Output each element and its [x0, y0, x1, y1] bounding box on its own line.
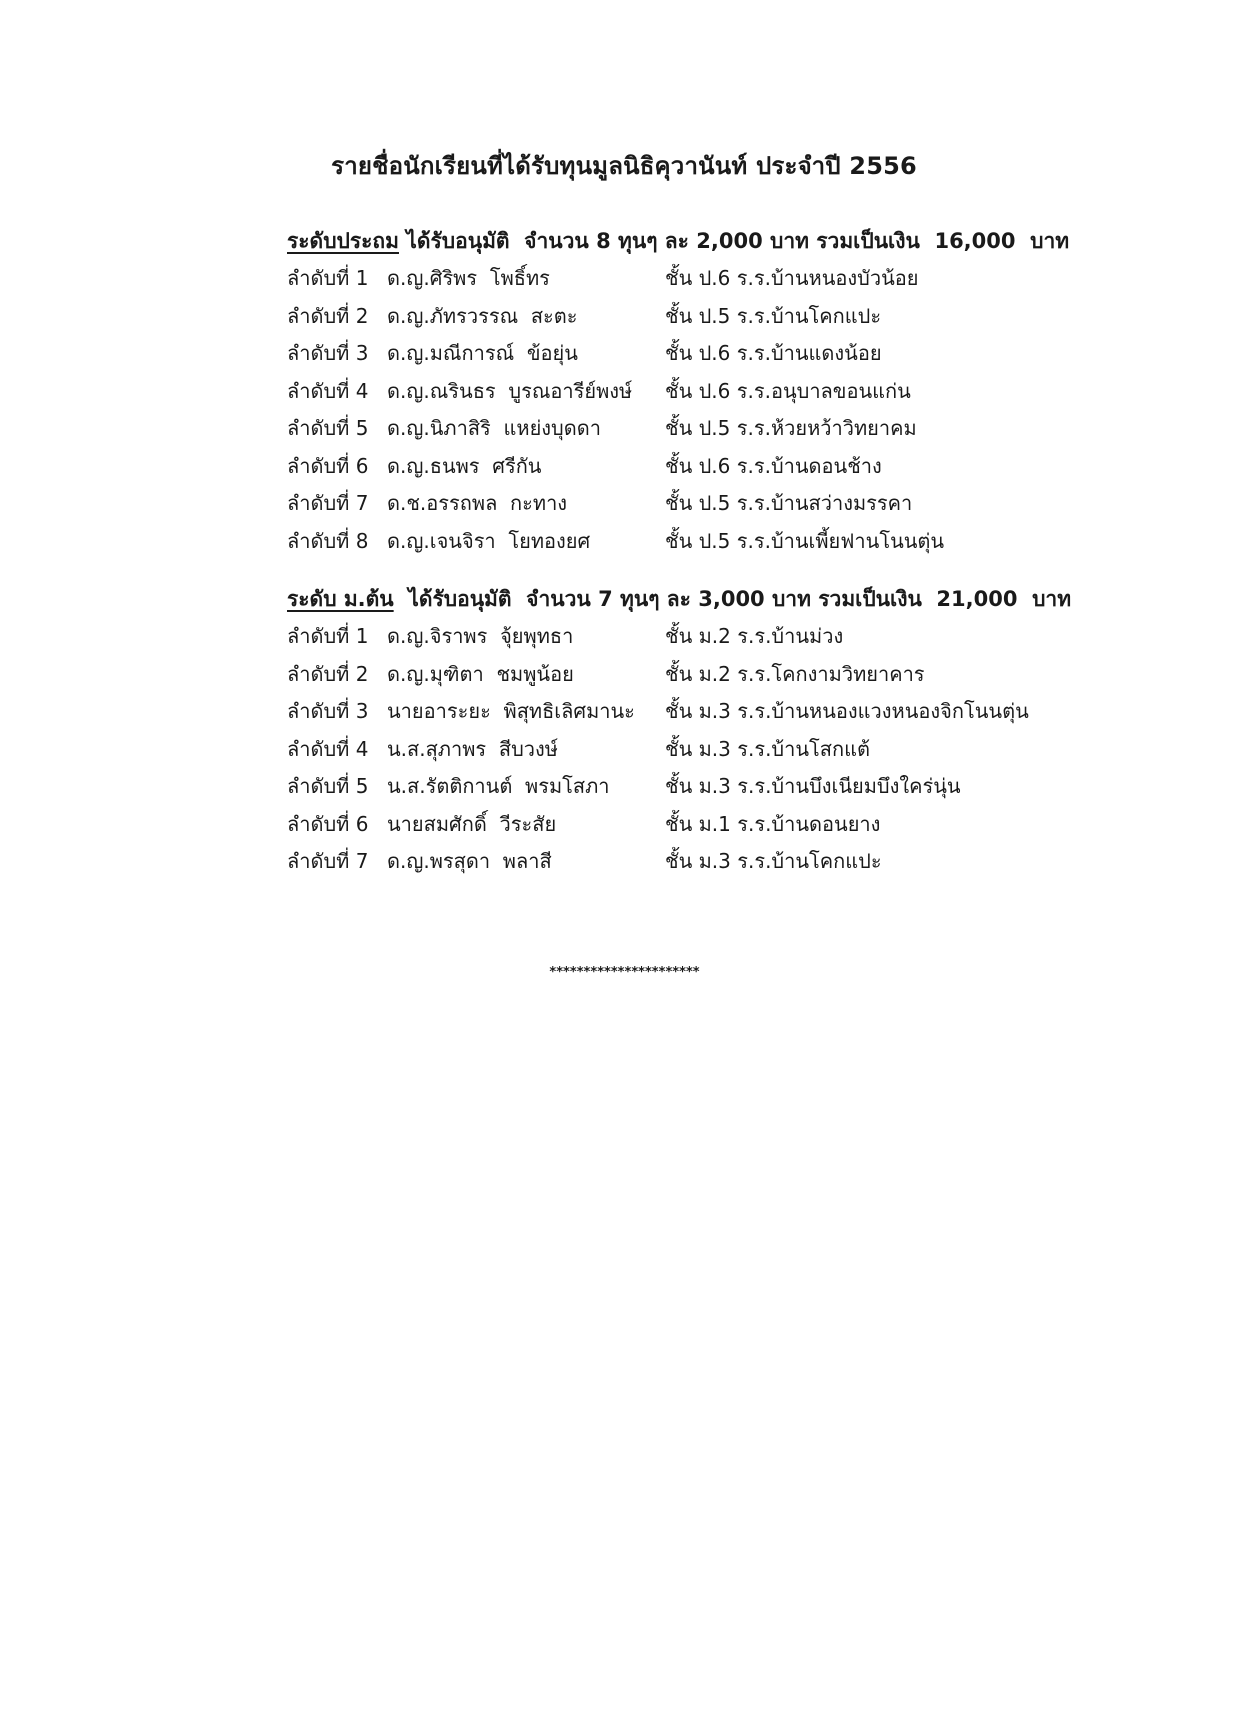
- section-heading: [287, 580, 1187, 618]
- student-name: น.ส.รัตติกานต์ พรมโสภา: [387, 774, 610, 798]
- rank-label: ลำดับที่ 5: [287, 774, 369, 798]
- student-name: น.ส.สุภาพร สีบวงษ์: [387, 736, 558, 761]
- student-name: ด.ญ.ณรินธร บูรณอารีย์พงษ์: [387, 378, 633, 403]
- student-name: ด.ญ.มณีการณ์ ข้อยุ่น: [387, 341, 578, 365]
- rank-label: ลำดับที่ 7: [287, 849, 369, 873]
- student-name: ด.ญ.ธนพร ศรีกัน: [387, 453, 542, 478]
- rank-label: ลำดับที่ 6: [287, 453, 369, 478]
- list-item: [287, 731, 1187, 769]
- rank-label: ลำดับที่ 3: [287, 699, 369, 723]
- student-school: ชั้น ป.6 ร.ร.บ้านดอนช้าง: [665, 453, 882, 478]
- student-school: ชั้น ม.3 ร.ร.บ้านโคกแปะ: [665, 849, 882, 873]
- student-name: ด.ญ.ศิริพร โพธิ์ทร: [387, 266, 550, 290]
- list-item: [287, 373, 1187, 411]
- list-item: [287, 260, 1187, 298]
- student-school: ชั้น ม.3 ร.ร.บ้านโสกแต้: [665, 736, 870, 761]
- rank-label: ลำดับที่ 1: [287, 266, 369, 290]
- student-school: ชั้น ม.2 ร.ร.บ้านม่วง: [665, 624, 844, 648]
- rank-label: ลำดับที่ 5: [287, 416, 369, 440]
- student-school: ชั้น ม.1 ร.ร.บ้านดอนยาง: [665, 811, 881, 836]
- list-item: [287, 298, 1187, 336]
- list-item: [287, 693, 1187, 731]
- primary-level-section: [287, 222, 1187, 560]
- rank-label: ลำดับที่ 4: [287, 736, 369, 761]
- student-name: ด.ญ.จิราพร จุ้ยพุทธา: [387, 624, 574, 648]
- student-school: ชั้น ป.6 ร.ร.บ้านหนองบัวน้อย: [665, 266, 919, 290]
- rank-label: ลำดับที่ 2: [287, 661, 369, 686]
- level-label: ระดับประถม: [287, 229, 399, 253]
- approval-summary: ได้รับอนุมัติ จำนวน 8 ทุนๆ ละ 2,000 บาท รวมเป็นเงิน 16,000 บาท: [398, 229, 1070, 253]
- end-of-document-divider: **********************: [548, 965, 700, 980]
- rank-label: ลำดับที่ 6: [287, 811, 369, 836]
- rank-label: ลำดับที่ 2: [287, 303, 369, 328]
- section-heading: [287, 222, 1187, 260]
- list-item: [287, 806, 1187, 844]
- level-label: ระดับ ม.ต้น: [287, 587, 394, 611]
- student-name: ด.ช.อรรถพล กะทาง: [387, 491, 568, 515]
- page-title: รายชื่อนักเรียนที่ได้รับทุนมูลนิธิคุวานันท์ ประจำปี 2556: [331, 152, 917, 180]
- approval-summary: ได้รับอนุมัติ จำนวน 7 ทุนๆ ละ 3,000 บาท รวมเป็นเงิน 21,000 บาท: [393, 587, 1072, 611]
- list-item: [287, 618, 1187, 656]
- list-item: [287, 410, 1187, 448]
- list-item: [287, 523, 1187, 561]
- list-item: [287, 843, 1187, 881]
- rank-label: ลำดับที่ 7: [287, 491, 369, 515]
- student-name: ด.ญ.มุฑิตา ชมพูน้อย: [387, 661, 574, 686]
- student-name: นายอาระยะ พิสุทธิเลิศมานะ: [387, 699, 635, 723]
- student-name: ด.ญ.นิภาสิริ แหย่งบุดดา: [387, 416, 601, 440]
- student-school: ชั้น ป.5 ร.ร.บ้านเพี้ยฟานโนนตุ่น: [665, 528, 945, 553]
- student-school: ชั้น ป.5 ร.ร.บ้านโคกแปะ: [665, 303, 882, 328]
- student-school: ชั้น ป.5 ร.ร.บ้านสว่างมรรคา: [665, 491, 913, 515]
- rank-label: ลำดับที่ 8: [287, 528, 369, 553]
- list-item: [287, 656, 1187, 694]
- lower-secondary-section: [287, 580, 1187, 881]
- rank-label: ลำดับที่ 3: [287, 341, 369, 365]
- student-name: ด.ญ.ภัทรวรรณ สะตะ: [387, 303, 578, 328]
- list-item: [287, 335, 1187, 373]
- student-school: ชั้น ม.3 ร.ร.บ้านบึงเนียมบึงใคร่นุ่น: [665, 774, 961, 798]
- student-school: ชั้น ม.3 ร.ร.บ้านหนองแวงหนองจิกโนนตุ่น: [665, 699, 1029, 723]
- list-item: [287, 768, 1187, 806]
- student-school: ชั้น ป.6 ร.ร.อนุบาลขอนแก่น: [665, 378, 911, 403]
- rank-label: ลำดับที่ 4: [287, 378, 369, 403]
- student-name: นายสมศักดิ์ วีระสัย: [387, 811, 557, 836]
- list-item: [287, 448, 1187, 486]
- student-school: ชั้น ป.5 ร.ร.ห้วยหว้าวิทยาคม: [665, 416, 917, 440]
- student-name: ด.ญ.พรสุดา พลาสี: [387, 849, 552, 873]
- student-school: ชั้น ป.6 ร.ร.บ้านแดงน้อย: [665, 341, 882, 365]
- student-name: ด.ญ.เจนจิรา โยทองยศ: [387, 528, 591, 553]
- student-school: ชั้น ม.2 ร.ร.โคกงามวิทยาคาร: [665, 661, 925, 686]
- list-item: [287, 485, 1187, 523]
- rank-label: ลำดับที่ 1: [287, 624, 369, 648]
